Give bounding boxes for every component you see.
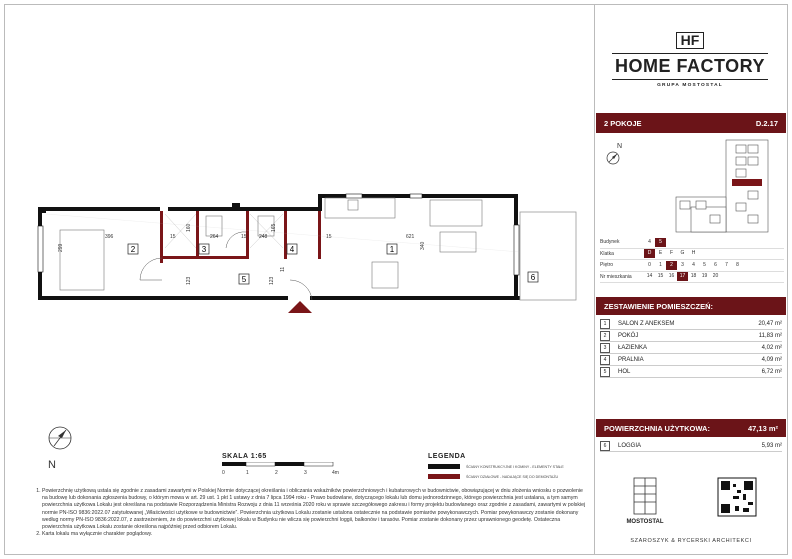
info-cell: 14 [646, 273, 653, 280]
info-cell-selected: D [644, 249, 655, 258]
usable-area-value: 47,13 m² [747, 423, 778, 433]
loggia-row [600, 440, 782, 452]
room-label-1: 1 [389, 245, 395, 254]
info-cell: H [691, 250, 696, 257]
entrance-marker [288, 301, 312, 313]
dim-264: 264 [210, 234, 219, 240]
footer-logos [600, 472, 782, 530]
room-number: 1 [600, 319, 610, 329]
brand-subtitle: GRUPA MOSTOSTAL [657, 83, 723, 88]
room-row [600, 342, 782, 354]
legend-item-structural [428, 464, 564, 469]
note-2: 2. Karta lokalu ma wyłącznie charakter poglądowy. [42, 531, 588, 538]
architects-credit: SZAROSZYK & RYCERSKI ARCHITEKCI [630, 538, 752, 544]
info-cell: 7 [725, 261, 728, 268]
room-row [600, 330, 782, 342]
info-row-building [600, 237, 784, 249]
legend-title: LEGENDA [428, 453, 466, 460]
unit-info-table [600, 237, 784, 283]
scale-tick-4: 4m [332, 470, 339, 476]
info-cell-selected: 5 [655, 238, 666, 247]
room-label-6: 6 [530, 273, 536, 282]
room-name: LOGGIA [618, 442, 642, 449]
info-cell: 20 [712, 273, 719, 280]
dim-15-a: 15 [170, 234, 176, 240]
info-cell: 18 [690, 273, 697, 280]
room-name: ŁAZIENKA [618, 344, 648, 351]
info-cell: 1 [659, 261, 662, 268]
dim-123-b: 123 [269, 276, 275, 285]
note-1: 1. Powierzchnię użytkową ustala się zgodnie z zasadami zawartymi w Polskiej Normie dotyczącej określania i obliczania wskaźników powierzchniowych i kubaturowych w budownictwie, obowiązującej w dniu złożenia wniosku o pozwolenie na budowę lub dokonania zgłoszenia budowy, o którym mowa w art. 29 ust. 1 pkt 1 ustawy z dnia 7 lipca 1994 roku - Prawo budowlane, dotyczącego lokalu lub domu jednorodzinnego, którego powierzchnia jest ustalana, a tym samym powierzchnia użytkowa Lokalu jest określana na podstawie Rozporządzenia Ministra Rozwoju z dnia 11 września 2020 roku w sprawie szczegółowego zakresu i formy projektu budowlanego oraz zgodnie z zasadami, zawartymi w polskiej normie PN-ISO 9836:2022.07 zatytułowanej „Właściwości użytkowe w budownictwie”. Powierzchnia użytkowa Lokalu zostanie ustalona ostatecznie na podstawie pomiarów powykonawczych. Pomiar powykonawczy zostanie dokonany według normy PN-ISO 9836:2022.07, z zastrzeżeniem, że do powierzchni użytkowej lokalu w Budynku nie wlicza się powierzchni loggii, balkonów i tarasów. Pomiar zostanie dokonany przez uprawnionego geodetę. Ostateczna powierzchnia użytkowa Lokalu zostanie określona najpóźniej przed odbiorem Lokalu. [42, 488, 588, 531]
room-area: 11,83 m² [758, 332, 782, 339]
building-key-plan [596, 135, 786, 235]
info-label-floor: Piętro [600, 262, 614, 269]
unit-rooms-label: 2 POKOJE [604, 118, 642, 128]
rooms-title: ZESTAWIENIE POMIESZCZEŃ: [604, 301, 714, 311]
dim-15-c: 15 [326, 234, 332, 240]
dim-165: 165 [271, 223, 277, 232]
room-number: 4 [600, 355, 610, 365]
unit-header [596, 113, 786, 133]
room-row [600, 354, 782, 366]
compass-n-label: N [48, 459, 56, 471]
info-row-staircase [600, 249, 784, 261]
dim-299: 299 [58, 243, 64, 252]
legend-item-partition [428, 474, 558, 479]
dim-123-a: 123 [186, 276, 192, 285]
scale-tick-2: 2 [275, 470, 278, 476]
mostostal-logo [634, 478, 656, 514]
info-cell: 3 [681, 261, 684, 268]
room-row [600, 318, 782, 330]
info-cell: 4 [648, 238, 651, 245]
legend-label-partition: ŚCIANY DZIAŁOWE - NADAJĄCE SIĘ DO DEMONTAŻU [466, 474, 559, 479]
room-area: 4,09 m² [761, 356, 782, 363]
dim-621: 621 [406, 234, 415, 240]
info-cell-selected: 2 [666, 261, 677, 270]
key-plan-highlight [732, 179, 762, 186]
room-number: 2 [600, 331, 610, 341]
loggia [520, 212, 576, 300]
dim-248: 248 [259, 234, 268, 240]
brand-name: HOME FACTORY [612, 53, 768, 80]
rooms-header [596, 297, 786, 315]
structural-walls [38, 194, 520, 300]
info-label-apartment: Nr mieszkania [600, 273, 632, 280]
room-label-4: 4 [289, 245, 295, 254]
usable-area-header [596, 419, 786, 437]
info-cell: 15 [657, 273, 664, 280]
room-label-2: 2 [130, 245, 136, 254]
room-name: PRALNIA [618, 356, 644, 363]
dim-160: 160 [186, 223, 192, 232]
info-label-building: Budynek [600, 239, 620, 246]
info-cell: 5 [703, 261, 706, 268]
dim-396: 396 [105, 234, 114, 240]
info-cell: G [680, 250, 685, 257]
room-name: SALON Z ANEKSEM [618, 320, 675, 327]
room-label-5: 5 [241, 275, 247, 284]
scale-tick-3: 3 [304, 470, 307, 476]
dim-11: 11 [280, 266, 286, 272]
legend-swatch-structural [428, 464, 460, 469]
unit-code: D.2.17 [755, 118, 778, 128]
room-area: 20,47 m² [758, 320, 782, 327]
room-number: 6 [600, 441, 610, 451]
dim-15-b: 15 [241, 234, 247, 240]
brand-badge: HF [676, 32, 705, 49]
compass-large-icon [40, 422, 88, 472]
info-cell: E [658, 250, 663, 257]
dim-340: 340 [420, 241, 426, 250]
compass-small-n-label: N [617, 143, 623, 150]
scale-title: SKALA 1:65 [222, 453, 267, 460]
info-cell-selected: 17 [677, 272, 688, 281]
panel-divider [594, 4, 595, 555]
scale-bar [222, 462, 352, 478]
room-label-3: 3 [201, 245, 207, 254]
info-row-apartment [600, 272, 784, 284]
scale-tick-0: 0 [222, 470, 225, 476]
info-cell: 19 [701, 273, 708, 280]
legend-swatch-partition [428, 474, 460, 479]
room-area: 6,72 m² [761, 368, 782, 375]
room-area: 4,02 m² [761, 344, 782, 351]
info-cell: 4 [692, 261, 695, 268]
room-number: 5 [600, 367, 610, 377]
scale-tick-1: 1 [246, 470, 249, 476]
notes [28, 488, 588, 538]
room-name: HOL [618, 368, 631, 375]
info-label-staircase: Klatka [600, 250, 614, 257]
legend-label-structural: ŚCIANY KONSTRUKCYJNE I KOMINY - ELEMENTY STAŁE [466, 464, 564, 469]
info-cell: 16 [668, 273, 675, 280]
qr-code-icon [718, 478, 756, 516]
info-cell: 0 [648, 261, 651, 268]
room-name: POKÓJ [618, 332, 639, 339]
brand-logo [612, 32, 768, 88]
mostostal-text: MOSTOSTAL [626, 519, 664, 525]
usable-area-label: POWIERZCHNIA UŻYTKOWA: [604, 423, 710, 433]
room-number: 3 [600, 343, 610, 353]
info-cell: F [669, 250, 674, 257]
info-row-floor [600, 260, 784, 272]
info-cell: 6 [714, 261, 717, 268]
room-area: 5,93 m² [761, 442, 782, 449]
info-cell: 8 [736, 261, 739, 268]
room-row [600, 366, 782, 378]
